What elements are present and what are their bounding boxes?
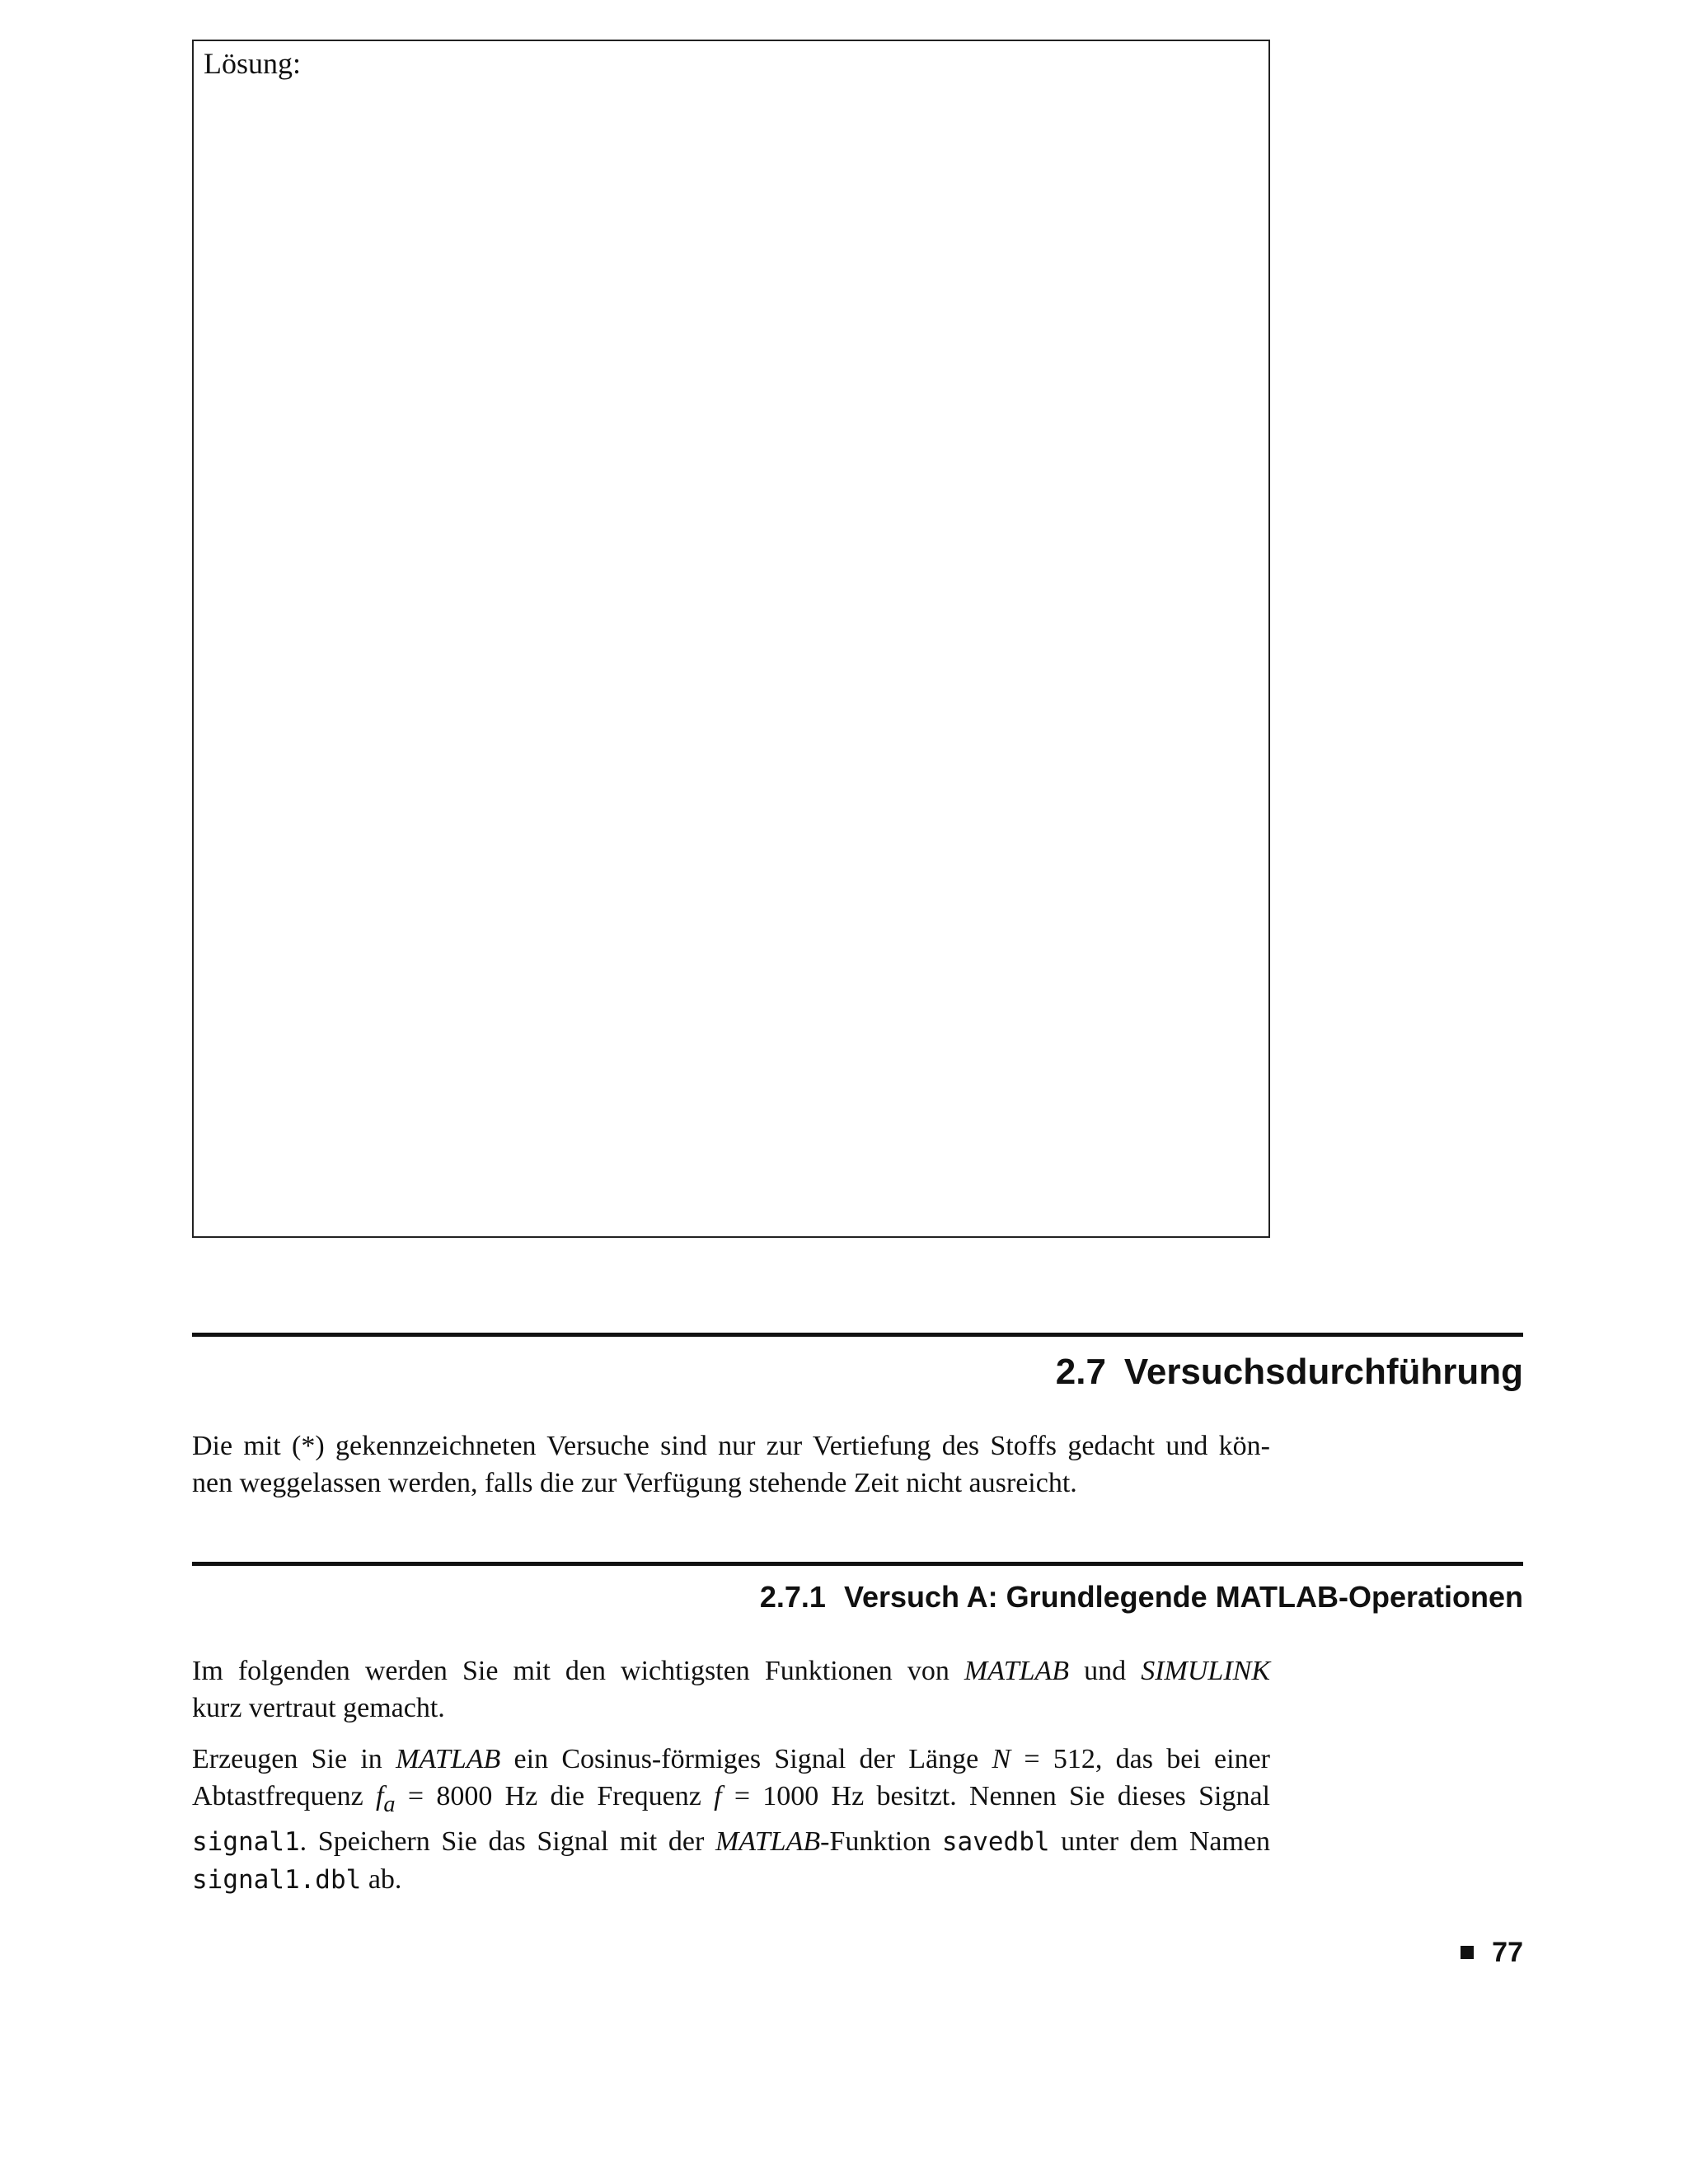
subsection-rule xyxy=(192,1562,1523,1566)
solution-box xyxy=(192,40,1270,1238)
section-title: Versuchsdurchführung xyxy=(1123,1352,1523,1392)
subsection-number: 2.7.1 xyxy=(759,1580,826,1614)
subsection-heading xyxy=(760,1580,1523,1615)
paragraph-intro xyxy=(192,1652,1270,1727)
code-savedbl: savedbl xyxy=(941,1826,1050,1857)
matlab-term: MATLAB xyxy=(964,1656,1070,1686)
solution-label: Lösung: xyxy=(204,47,302,80)
paragraph-line: Abtastfrequenz $f_a = 8000$ Hz die Frequenz f = 1000 Hz besitzt. Nennen Sie dieses Signal xyxy=(192,1781,1270,1817)
paragraph-line: Im folgenden werden Sie mit den wichtigsten Funktionen von MATLAB und SIMULINK xyxy=(192,1656,1271,1686)
paragraph-line: signal1.dbl ab. xyxy=(192,1863,402,1895)
symbol-N: N xyxy=(992,1744,1011,1774)
symbol-fa: f xyxy=(375,1781,384,1811)
simulink-term: SIMULINK xyxy=(1141,1656,1271,1686)
intro-line: nen weggelassen werden, falls die zur Verfügung stehende Zeit nicht ausreicht. xyxy=(192,1468,1077,1498)
matlab-term: MATLAB xyxy=(396,1744,501,1774)
paragraph-line: Erzeugen Sie in MATLAB ein Cosinus-förmiges Signal der Länge N = 512, das bei einer xyxy=(192,1744,1271,1774)
symbol-f: f xyxy=(714,1781,722,1811)
square-bullet-icon xyxy=(1461,1946,1474,1959)
matlab-term: MATLAB xyxy=(715,1825,821,1857)
paragraph-task xyxy=(192,1741,1270,1899)
paragraph-line: kurz vertraut gemacht. xyxy=(192,1693,445,1723)
code-signal1: signal1 xyxy=(192,1826,300,1857)
code-filename: signal1.dbl xyxy=(192,1864,362,1895)
section-intro xyxy=(192,1427,1270,1502)
paragraph-line: signal1. Speichern Sie das Signal mit der MATLAB-Funktion savedbl unter dem Namen xyxy=(192,1825,1271,1857)
subsection-title: Versuch A: Grundlegende MATLAB-Operationen xyxy=(843,1580,1523,1614)
page-number: 77 xyxy=(1461,1937,1523,1969)
section-heading xyxy=(1056,1352,1523,1393)
section-number: 2.7 xyxy=(1055,1352,1106,1392)
section-rule xyxy=(192,1333,1523,1337)
intro-line: Die mit (*) gekennzeichneten Versuche sind nur zur Vertiefung des Stoffs gedacht und kön- xyxy=(192,1431,1270,1461)
